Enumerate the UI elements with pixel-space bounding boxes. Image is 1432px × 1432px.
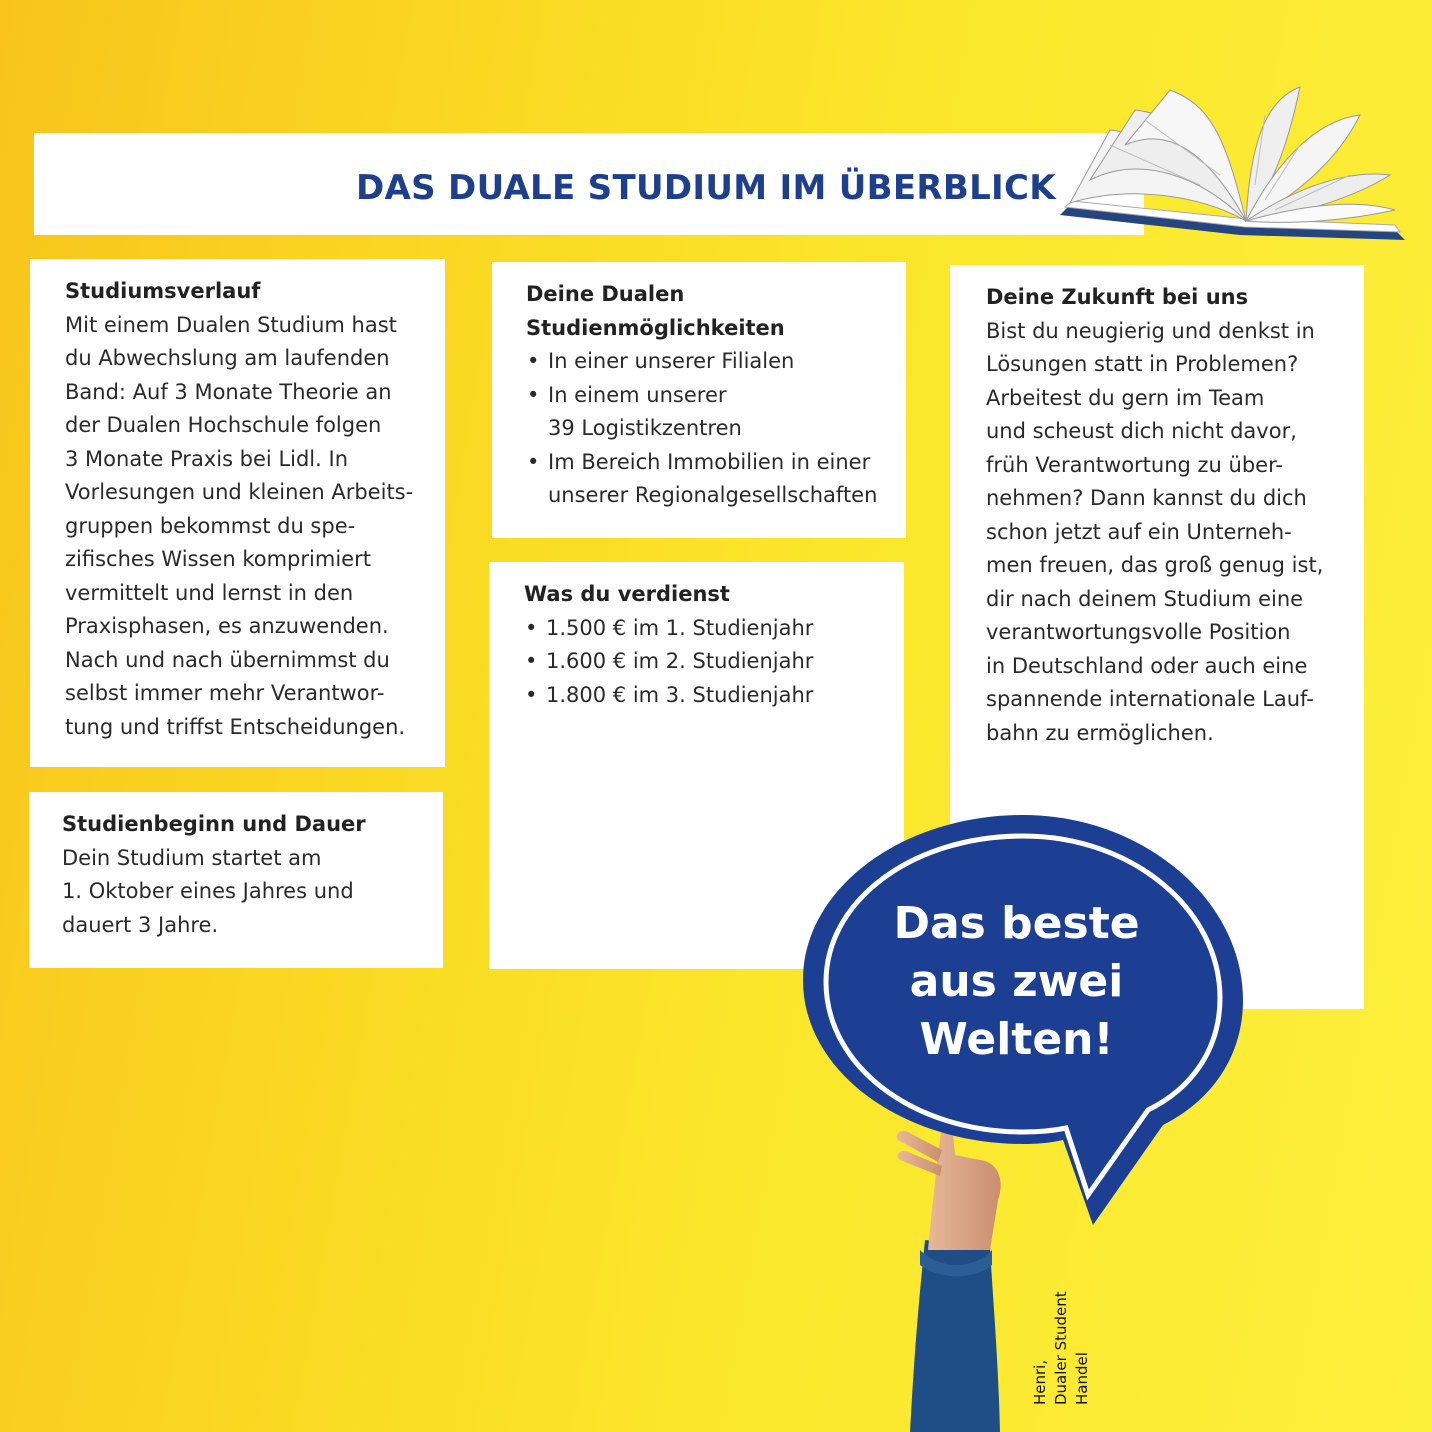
studiumsverlauf-box [30, 259, 445, 767]
photo-caption [1030, 1290, 1130, 1420]
moeglichkeiten-list [526, 345, 896, 513]
bubble-line: aus zwei [909, 956, 1124, 1007]
studienbeginn-box [29, 792, 443, 968]
studiumsverlauf-line: tung und triffst Entscheidungen. [65, 714, 406, 739]
zukunft-line: Bist du neugierig und denkst in [986, 318, 1315, 343]
zukunft-line: früh Verantwortung zu über- [986, 452, 1283, 477]
studienbeginn-line: dauert 3 Jahre. [62, 912, 219, 937]
bubble-line: Das beste [893, 898, 1140, 949]
verdienst-heading: Was du verdienst [524, 582, 730, 606]
studiumsverlauf-line: Praxisphasen, es anzuwenden. [65, 614, 389, 638]
zukunft-line: dir nach deinem Studium eine [986, 586, 1304, 611]
list-item: • 1.600 € im 2. Studienjahr [524, 645, 894, 679]
zukunft-line: nehmen? Dann kannst du dich [986, 486, 1307, 510]
studiumsverlauf-line: zifisches Wissen komprimiert [65, 547, 371, 571]
list-item: • 1.800 € im 3. Studienjahr [524, 679, 894, 713]
list-item-line: • In einer unserer Filialen [548, 349, 795, 373]
zukunft-line: spannende internationale Lauf- [986, 687, 1314, 711]
studiumsverlauf-line: vermittelt und lernst in den [65, 580, 354, 605]
zukunft-line: verantwortungsvolle Position [986, 620, 1291, 644]
zukunft-line: men freuen, das groß genug ist, [986, 553, 1324, 577]
studienmoeglichkeiten-box [492, 262, 906, 538]
studienbeginn-line: 1. Oktober eines Jahres und [62, 879, 354, 903]
zukunft-heading: Deine Zukunft bei uns [986, 285, 1249, 309]
list-item-line: unserer Regionalgesellschaften [548, 483, 878, 507]
bubble-line: Welten! [919, 1014, 1114, 1065]
studiumsverlauf-line: Nach und nach übernimmst du [65, 647, 390, 672]
studiumsverlauf-line: der Dualen Hochschule folgen [65, 413, 382, 437]
zukunft-line: und scheust dich nicht davor, [986, 419, 1297, 443]
studiumsverlauf-line: 3 Monate Praxis bei Lidl. In [65, 446, 348, 471]
studiumsverlauf-line: Band: Auf 3 Monate Theorie an [65, 379, 392, 404]
list-item-line: • In einem unserer [548, 382, 727, 407]
list-item-line: 39 Logistikzentren [548, 416, 742, 440]
caption-line: Henri, [1031, 1359, 1049, 1405]
list-item [526, 379, 896, 446]
studiumsverlauf-line: Mit einem Dualen Studium hast [65, 312, 397, 337]
studiumsverlauf-line: Vorlesungen und kleinen Arbeits- [65, 480, 414, 504]
verdienst-list [524, 612, 894, 713]
studienbeginn-heading: Studienbeginn und Dauer [62, 812, 366, 836]
zukunft-line: Lösungen statt in Problemen? [986, 352, 1299, 376]
zukunft-line: Arbeitest du gern im Team [986, 385, 1265, 410]
moeglichkeiten-heading-line1: Deine Dualen [526, 282, 685, 306]
studiumsverlauf-line: selbst immer mehr Verantwor- [65, 681, 385, 705]
caption-line: Dualer Student [1052, 1291, 1070, 1405]
list-item [526, 446, 896, 513]
list-item: • 1.500 € im 1. Studienjahr [524, 612, 894, 646]
zukunft-line: in Deutschland oder auch eine [986, 653, 1308, 678]
list-item-line: • Im Bereich Immobilien in einer [548, 449, 871, 474]
studiumsverlauf-line: gruppen bekommst du spe- [65, 513, 356, 538]
zukunft-line: bahn zu ermöglichen. [986, 720, 1214, 745]
page-title: DAS DUALE STUDIUM IM ÜBERBLICK [356, 168, 1056, 208]
caption-line: Handel [1073, 1352, 1091, 1405]
list-item [526, 345, 896, 379]
studiumsverlauf-heading: Studiumsverlauf [65, 279, 261, 303]
open-book-icon [1050, 75, 1410, 250]
speech-bubble-text [874, 895, 1159, 1069]
studienbeginn-line: Dein Studium startet am [62, 845, 322, 870]
zukunft-line: schon jetzt auf ein Unterneh- [986, 519, 1292, 544]
moeglichkeiten-heading-line2: Studienmöglichkeiten [526, 315, 785, 340]
studiumsverlauf-line: du Abwechslung am laufenden [65, 346, 390, 370]
